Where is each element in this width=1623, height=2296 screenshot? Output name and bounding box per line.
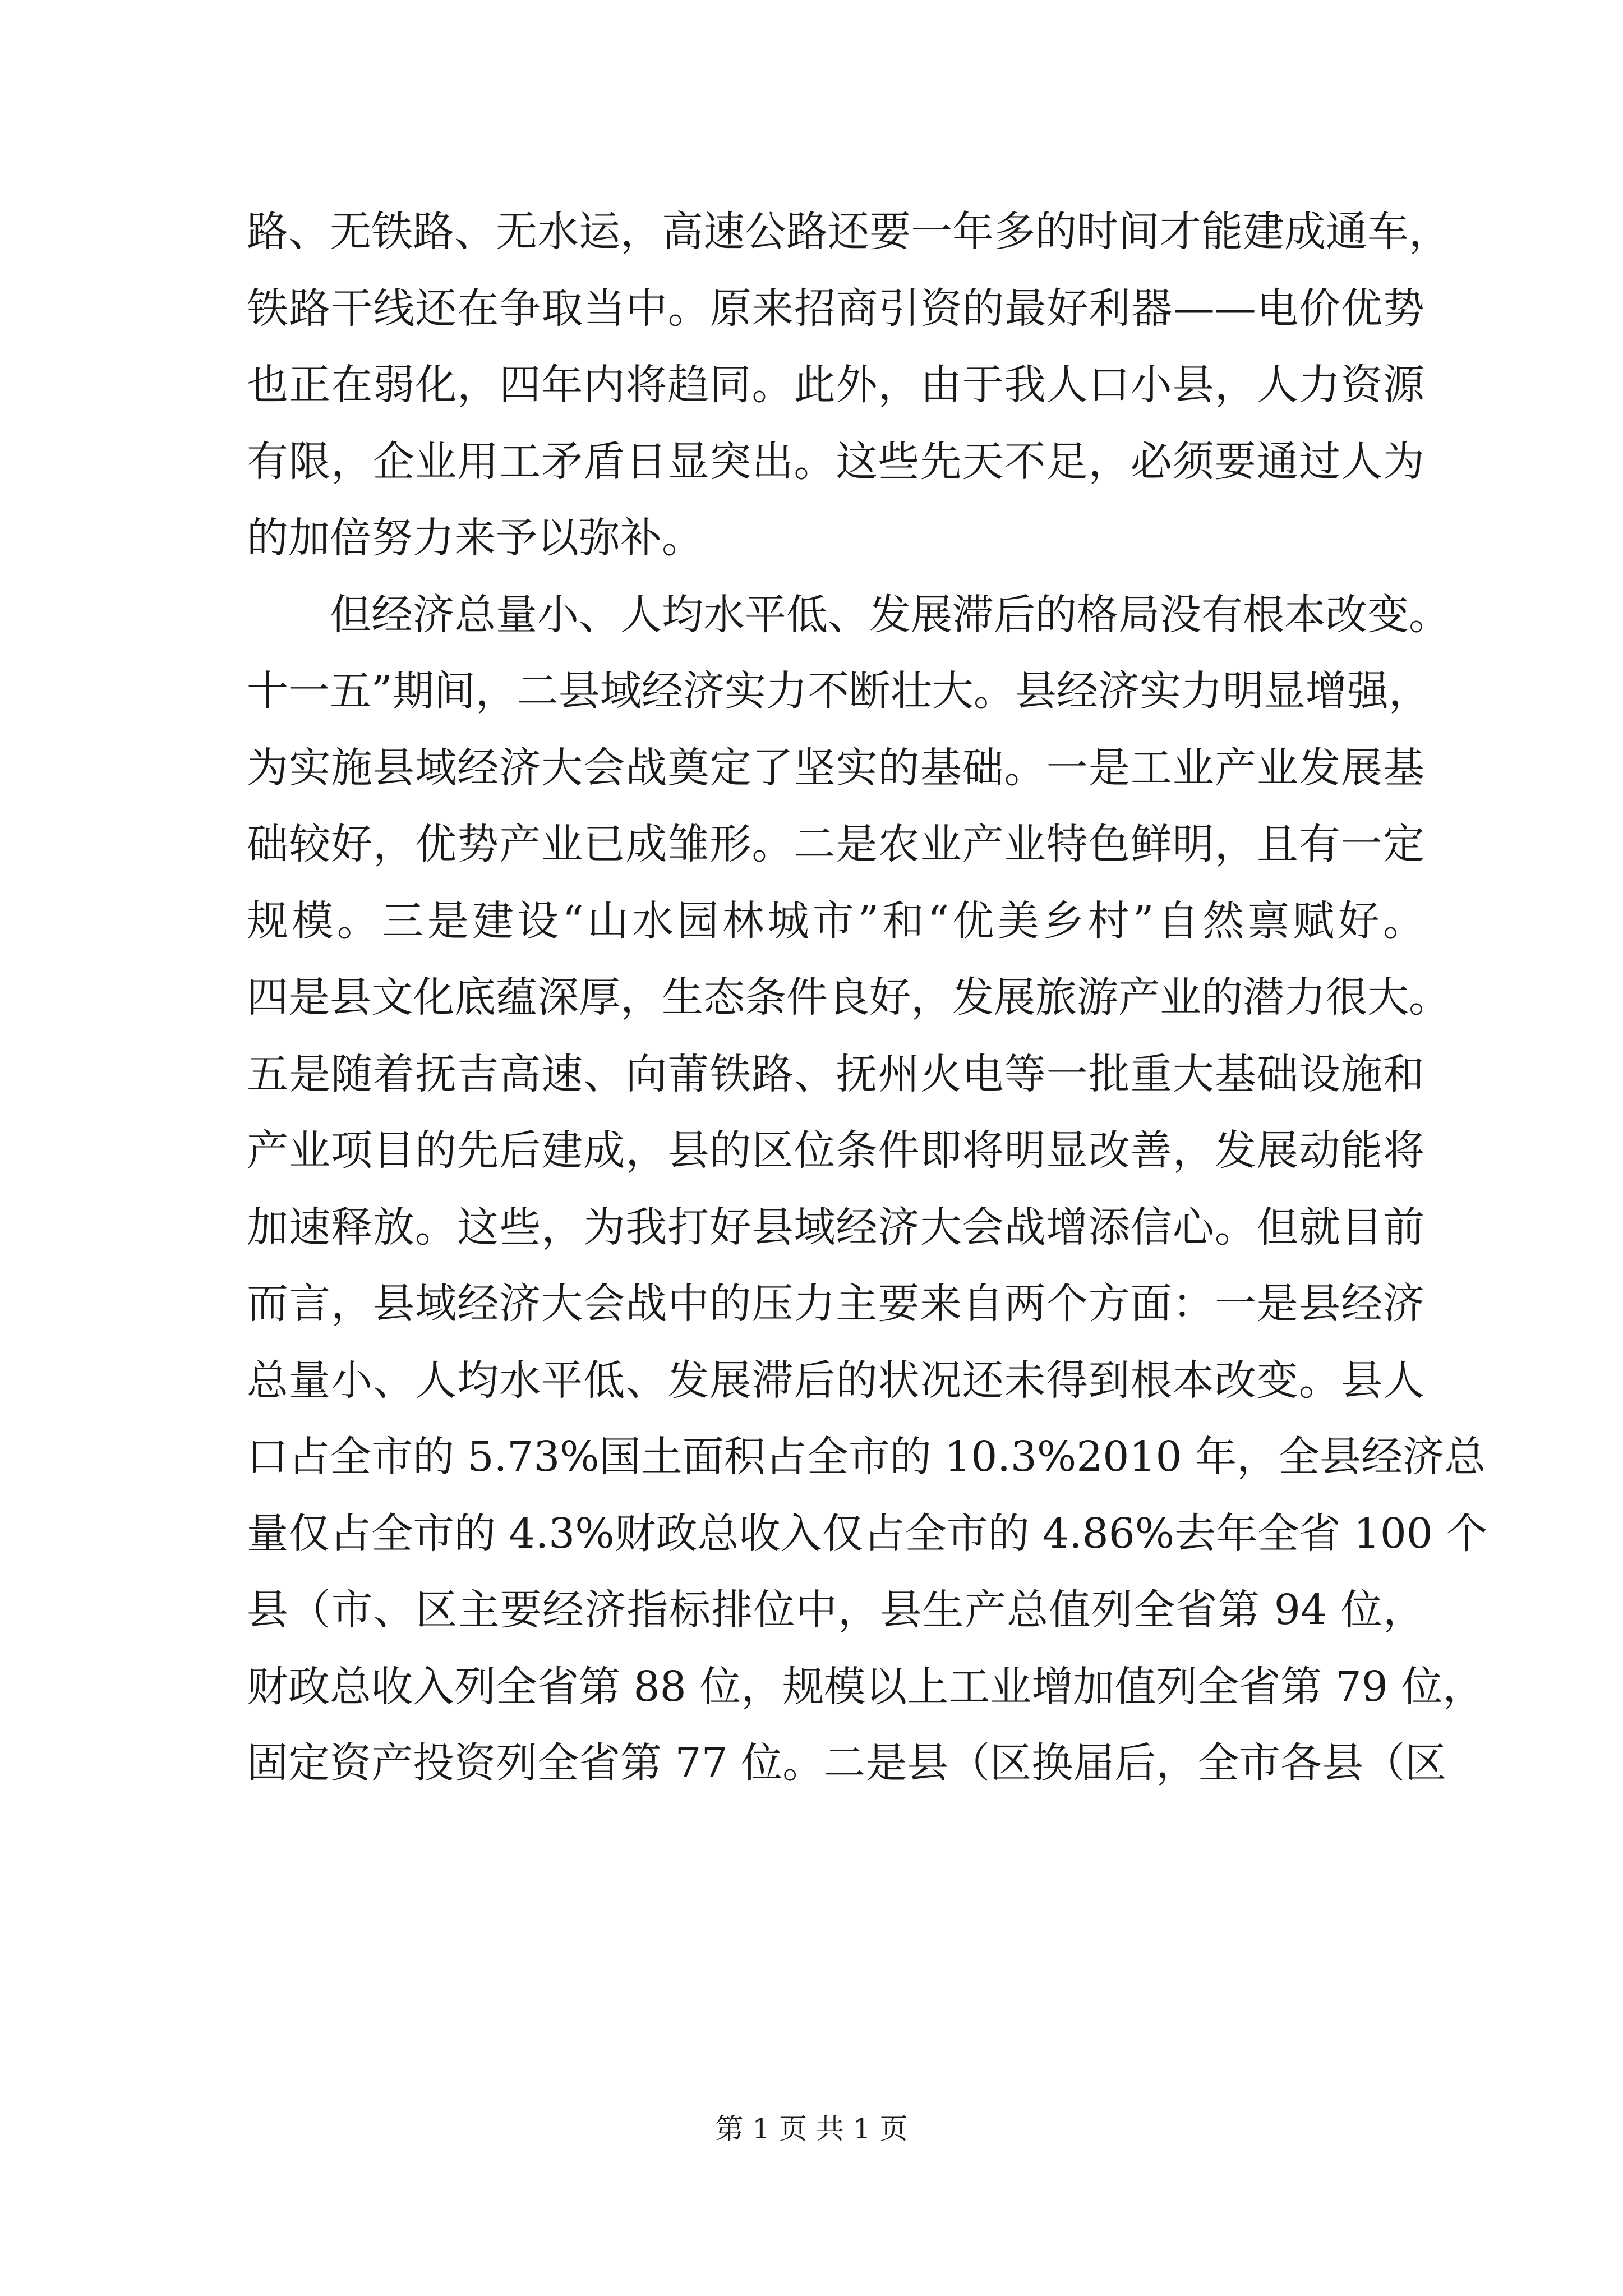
text-line: 为实施县域经济大会战奠定了坚实的基础。一是工业产业发展基 xyxy=(247,743,1424,792)
page-footer xyxy=(0,2106,1623,2147)
text-line: 口占全市的 5.73%国土面积占全市的 10.3%2010 年，全县经济总 xyxy=(247,1433,1486,1481)
text-line: 础较好，优势产业已成雏形。二是农业产业特色鲜明，且有一定 xyxy=(247,820,1424,868)
text-line: 而言，县域经济大会战中的压力主要来自两个方面：一是县经济 xyxy=(247,1280,1424,1328)
text-line: 路、无铁路、无水运，高速公路还要一年多的时间才能建成通车， xyxy=(247,208,1450,256)
text-line: 固定资产投资列全省第 77 位。二是县（区换届后，全市各县（区 xyxy=(247,1739,1447,1787)
text-line: 规模。三是建设“山水园林城市”和“优美乡村”自然禀赋好。 xyxy=(247,896,1424,945)
paragraph-1 xyxy=(247,194,1450,577)
text-line: 四是县文化底蕴深厚，生态条件良好，发展旅游产业的潜力很大。 xyxy=(247,973,1450,1022)
page-number-label: 第 1 页 共 1 页 xyxy=(715,2113,908,2145)
text-line: 总量小、人均水平低、发展滞后的状况还未得到根本改变。县人 xyxy=(247,1356,1424,1405)
text-line: 加速释放。这些，为我打好县域经济大会战增添信心。但就目前 xyxy=(247,1203,1424,1251)
text-line: 铁路干线还在争取当中。原来招商引资的最好利器——电价优势 xyxy=(247,284,1424,333)
text-line-indented: 但经济总量小、人均水平低、发展滞后的格局没有根本改变。 xyxy=(330,590,1450,639)
text-line: 财政总收入列全省第 88 位，规模以上工业增加值列全省第 79 位， xyxy=(247,1662,1484,1711)
text-line: 县（市、区主要经济指标排位中，县生产总值列全省第 94 位， xyxy=(247,1586,1424,1634)
text-line: 产业项目的先后建成，县的区位条件即将明显改善，发展动能将 xyxy=(247,1126,1424,1175)
text-line: 十一五”期间，二县域经济实力不断壮大。县经济实力明显增强， xyxy=(247,667,1430,715)
text-line: 也正在弱化，四年内将趋同。此外，由于我人口小县，人力资源 xyxy=(247,361,1424,409)
body-text xyxy=(247,194,1488,1802)
paragraph-2 xyxy=(247,577,1488,1802)
text-line: 的加倍努力来予以弥补。 xyxy=(247,514,703,562)
text-line: 有限，企业用工矛盾日显突出。这些先天不足，必须要通过人为 xyxy=(247,437,1424,486)
text-line: 五是随着抚吉高速、向莆铁路、抚州火电等一批重大基础设施和 xyxy=(247,1050,1424,1098)
text-line: 量仅占全市的 4.3%财政总收入仅占全市的 4.86%去年全省 100 个 xyxy=(247,1509,1488,1558)
